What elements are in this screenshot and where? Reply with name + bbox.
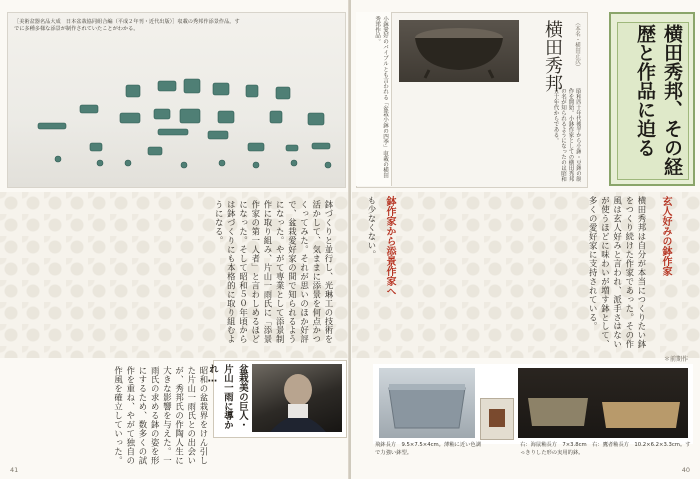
article-title: 横田秀邦、その経歴と作品に迫る bbox=[634, 24, 683, 176]
artist-name: 横田秀邦 bbox=[542, 20, 563, 92]
photo-caption: ［美術盆器名品大成 日本盆栽協同組合編（平成２年刊・近代出版）］収載の秀邦作添景作品。すでに多種多様な添景が制作されていたことがわかる。 bbox=[14, 19, 240, 32]
page-number-left: 41 bbox=[10, 466, 19, 474]
right-body-upper-b: も少なくない。 bbox=[367, 196, 377, 259]
bowl-strip-caption: 小鉢愛好のバイブルとも言われる「盆栽小鉢の四季」収載の横田秀邦作品。 bbox=[356, 12, 392, 186]
portrait-headline: 盆栽美の巨人・片山一雨に導かれ… bbox=[207, 364, 248, 430]
article-title-banner bbox=[609, 12, 695, 186]
figurines-photo bbox=[7, 12, 346, 188]
portrait-photo bbox=[252, 364, 342, 432]
page-number-right: 40 bbox=[681, 466, 690, 474]
pot-caption-left: 飛鉢長方 9.5×7.5×4cm。薄釉に近い色調で力強い鉢型。 bbox=[375, 442, 482, 456]
photo-credit: ＊前期作 bbox=[663, 356, 688, 363]
artist-seal bbox=[480, 398, 514, 440]
bowl-photo bbox=[399, 20, 519, 82]
left-body-lower: 昭和の盆栽界をけん引した片山一雨氏との出会いが、秀邦氏の作陶人生に大きな影響を与えた。一雨氏の求める鉢の姿を形にするため、数多くの試作を重ね、やがて独自の作風を確立していった。 bbox=[113, 366, 209, 465]
grey-pot-photo bbox=[379, 368, 475, 438]
section-heading-accessory: 鉢作家から添景作家へ bbox=[384, 196, 395, 296]
artist-name-sub: （本名・横田正次） bbox=[574, 20, 580, 70]
left-page bbox=[0, 0, 349, 479]
section-heading-connoisseur: 玄人好みの鉢作家 bbox=[660, 196, 671, 276]
right-body-upper: 横田秀邦は自分が本当につくりたい鉢をつくり続けた作家であった。その作風は玄人好みと言われ、派手さはないが使うほどに味わいが増す鉢として、多くの愛好家に支持されている。 bbox=[588, 196, 647, 349]
left-body-upper: 鉢づくりと並行し、光琳工の技術を活かして、気ままに添景を何点かつくってみた。それが思いのほか好評で、盆栽愛好家の間で知られるようになった。やがて専業として添景制作に取り組み、片山一雨氏に「添景作家の第一人者」と言わしめるほどになった。そして昭和５０年頃からは鉢づくりにも本格的に取り組むようになる。 bbox=[214, 200, 334, 344]
dark-pots-photo bbox=[518, 368, 688, 438]
pot-caption-right: 右：海鼠釉長方 7×3.8cm 右：鷹者釉長方 10.2×6.2×3.3cm。すっきりした形の実用的鉢。 bbox=[520, 442, 691, 456]
bowl-detail-text: 昭和四十年代後半から小鉢・豆鉢の制作を開始。小鉢作家としての横田秀邦の名が知られるようになったのは昭和五十年代からである。 bbox=[552, 88, 581, 182]
figurines-illustration bbox=[8, 13, 345, 187]
